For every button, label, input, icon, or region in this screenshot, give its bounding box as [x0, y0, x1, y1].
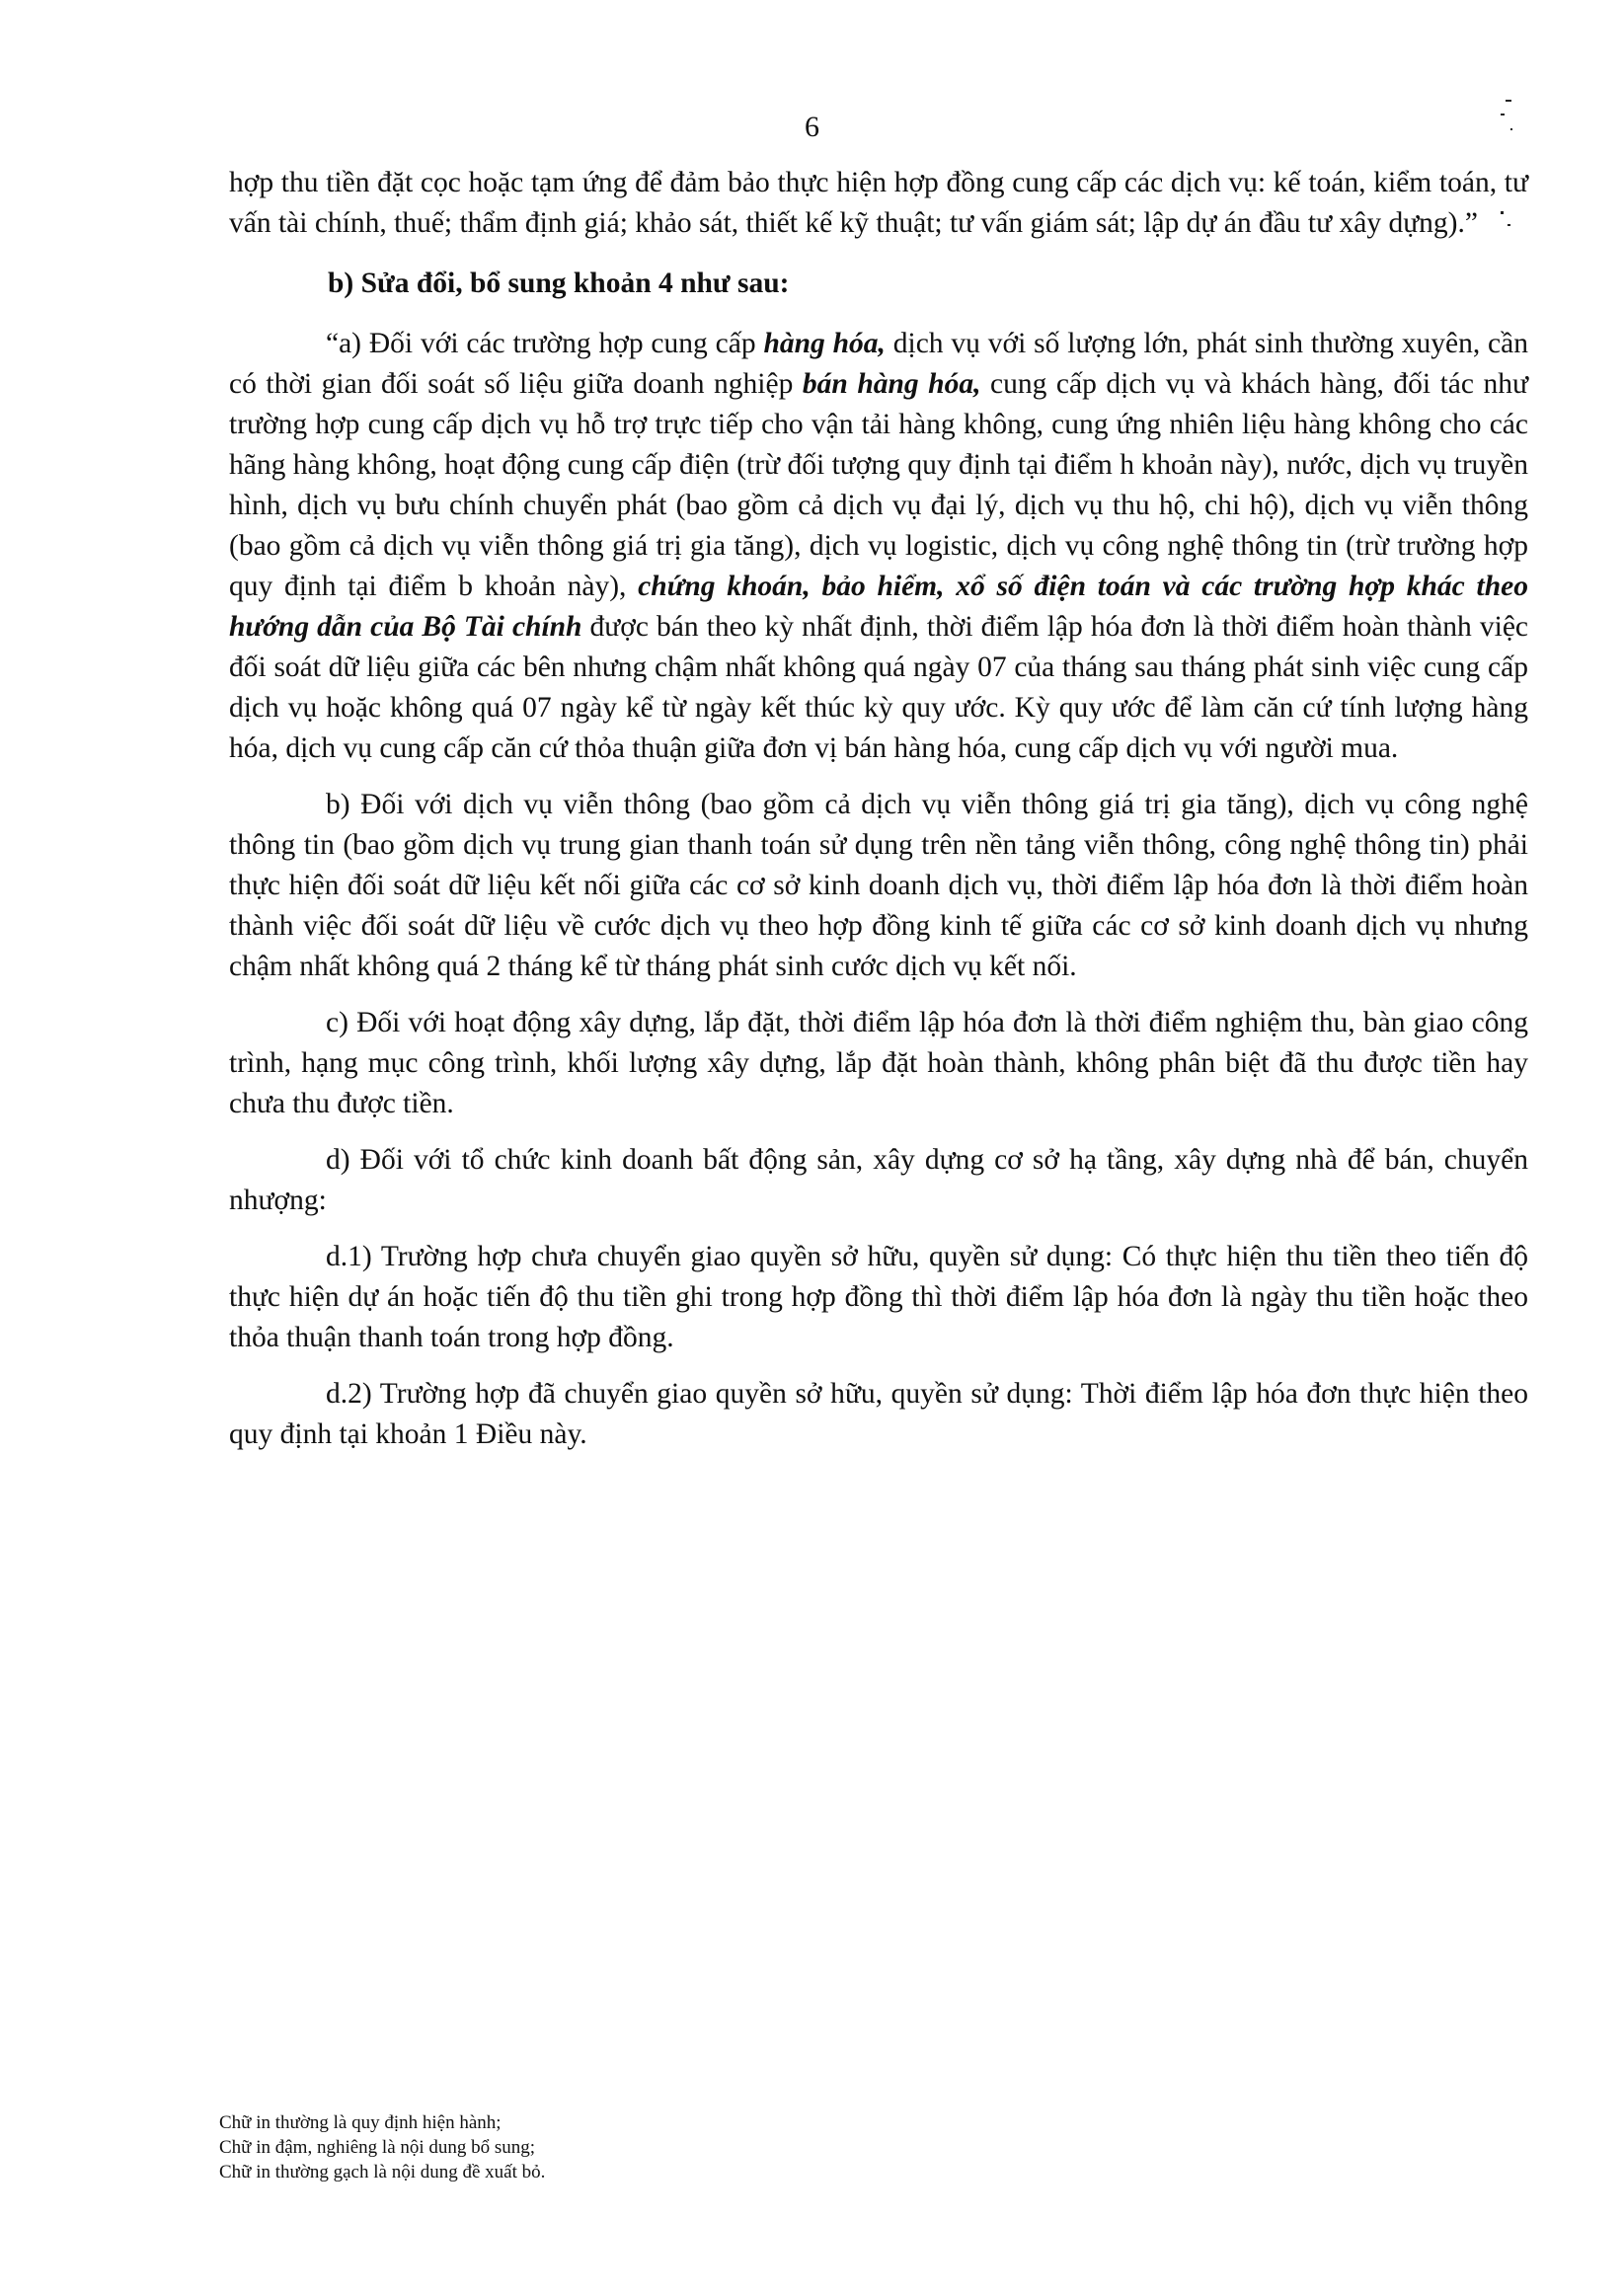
scan-artifact: [1506, 100, 1511, 102]
text-run: “a) Đối với các trường hợp cung cấp: [326, 328, 764, 359]
footnotes: [219, 2110, 545, 2184]
scan-artifact: [1510, 128, 1512, 130]
page-number: 6: [805, 111, 819, 143]
scan-artifact: [1501, 114, 1505, 115]
added-text: hàng hóa,: [763, 328, 886, 359]
section-heading-b: b) Sửa đổi, bổ sung khoản 4 như sau:: [328, 268, 790, 299]
footnote-line: Chữ in thường là quy định hiện hành;: [219, 2112, 502, 2133]
text-run: được bán theo kỳ nhất định, thời điểm lập hóa đơn là thời điểm hoàn thành việc đối soát dữ liệu giữa các bên nhưng chậm nhất không quá ngày 07 của tháng sau tháng phát sinh việc cung cấp dịch vụ hoặc không quá 07 ngày kể từ ngày kết thúc kỳ quy ước. Kỳ quy ước để làm căn cứ tính lượng hàng hóa, dịch vụ cung cấp căn cứ thỏa thuận giữa đơn vị bán hàng hóa, cung cấp dịch vụ với người mua.: [229, 611, 1529, 764]
paragraph-d: d) Đối với tổ chức kinh doanh bất động sản, xây dựng cơ sở hạ tầng, xây dựng nhà để bán, chuyển nhượng:: [229, 1144, 1528, 1216]
footnote-line: Chữ in đậm, nghiêng là nội dung bổ sung;: [219, 2137, 536, 2158]
added-text: chứng khoán, bảo hiểm, xổ số điện toán và các trường hợp khác theo hướng dẫn của Bộ Tài chính: [229, 571, 1528, 643]
paragraph-d1: d.1) Trường hợp chưa chuyển giao quyền sở hữu, quyền sử dụng: Có thực hiện thu tiền theo tiến độ thực hiện dự án hoặc tiến độ thu tiền ghi trong hợp đồng thì thời điểm lập hóa đơn là ngày thu tiền hoặc theo thỏa thuận thanh toán trong hợp đồng.: [229, 1241, 1528, 1353]
added-text: bán hàng hóa,: [802, 368, 981, 400]
text-run: dịch vụ với số lượng lớn, phát sinh thường xuyên, cần có thời gian đối soát số liệu giữa doanh nghiệp: [229, 328, 1528, 400]
paragraph-c: c) Đối với hoạt động xây dựng, lắp đặt, thời điểm lập hóa đơn là thời điểm nghiệm thu, bàn giao công trình, hạng mục công trình, khối lượng xây dựng, lắp đặt hoàn thành, không phân biệt đã thu được tiền hay chưa thu được tiền.: [229, 1007, 1528, 1119]
paragraph-d2: d.2) Trường hợp đã chuyển giao quyền sở hữu, quyền sử dụng: Thời điểm lập hóa đơn thực hiện theo quy định tại khoản 1 Điều này.: [229, 1378, 1528, 1450]
paragraph-b: b) Đối với dịch vụ viễn thông (bao gồm cả dịch vụ viễn thông giá trị gia tăng), dịch vụ công nghệ thông tin (bao gồm dịch vụ trung gian thanh toán sử dụng trên nền tảng viễn thông, công nghệ thông tin) phải thực hiện đối soát dữ liệu kết nối giữa các cơ sở kinh doanh dịch vụ, thời điểm lập hóa đơn là thời điểm hoàn thành việc đối soát dữ liệu về cước dịch vụ theo hợp đồng kinh tế giữa các cơ sở kinh doanh dịch vụ nhưng chậm nhất không quá 2 tháng kể từ tháng phát sinh cước dịch vụ kết nối.: [229, 789, 1528, 982]
text-run: cung cấp dịch vụ và khách hàng, đối tác như trường hợp cung cấp dịch vụ hỗ trợ trực tiếp cho vận tải hàng không, cung ứng nhiên liệu hàng không cho các hãng hàng không, hoạt động cung cấp điện (trừ đối tượng quy định tại điểm h khoản này), nước, dịch vụ truyền hình, dịch vụ bưu chính chuyển phát (bao gồm cả dịch vụ đại lý, dịch vụ thu hộ, chi hộ), dịch vụ viễn thông (bao gồm cả dịch vụ viễn thông giá trị gia tăng), dịch vụ logistic, dịch vụ công nghệ thông tin (trừ trường hợp quy định tại điểm b khoản này),: [229, 368, 1529, 602]
footnote-line: Chữ in thường gạch là nội dung đề xuất bỏ.: [219, 2162, 546, 2182]
document-body: [229, 163, 1528, 1455]
paragraph-a: [229, 324, 1528, 769]
paragraph-continuation: hợp thu tiền đặt cọc hoặc tạm ứng để đảm bảo thực hiện hợp đồng cung cấp các dịch vụ: kế toán, kiểm toán, tư vấn tài chính, thuế; thẩm định giá; khảo sát, thiết kế kỹ thuật; tư vấn giám sát; lập dự án đầu tư xây dựng).”: [229, 167, 1528, 239]
